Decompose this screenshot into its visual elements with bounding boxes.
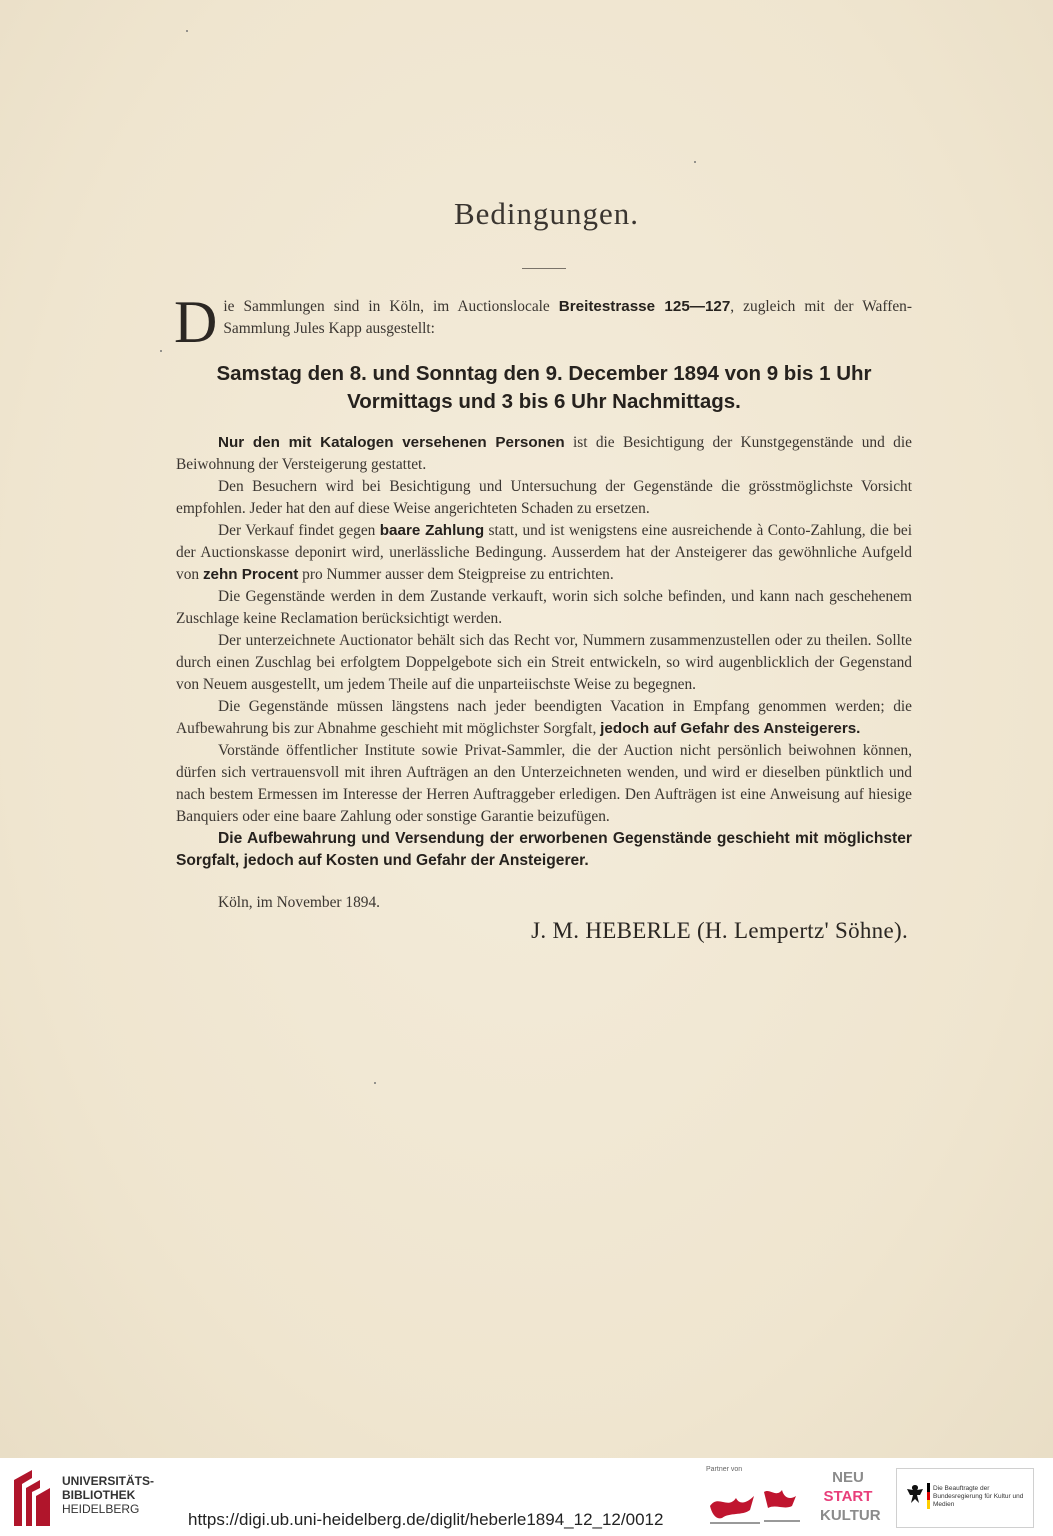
title-divider xyxy=(522,268,566,269)
federal-eagle-icon xyxy=(905,1483,925,1507)
payment-bold-percent: zehn Procent xyxy=(202,566,299,583)
intro-text-end: , zugleich mit der Waffen-Sammlung Jules Kapp ausgestellt: xyxy=(223,298,912,337)
paragraph-catalogue-bold: Nur den mit Katalogen versehenen Personen xyxy=(218,434,565,451)
payment-text-c: pro Nummer ausser dem Steigpreise zu entrichten. xyxy=(298,566,614,583)
paragraph-caution: Den Besuchern wird bei Besichtigung und Untersuchung der Gegenstände die grösstmöglichste Vorsicht empfohlen. Jeder hat den auf diese Weise angerichteten Schaden zu ersetzen. xyxy=(176,478,912,517)
drop-cap: D xyxy=(174,289,218,355)
permalink-url[interactable]: https://digi.ub.uni-heidelberg.de/diglit/heberle1894_12_12/0012 xyxy=(188,1510,664,1529)
library-name-line3: HEIDELBERG xyxy=(62,1502,140,1516)
paper-speck xyxy=(160,350,162,352)
library-name-line1: UNIVERSITÄTS- xyxy=(62,1474,155,1488)
paper-speck xyxy=(186,30,188,32)
payment-text-b: statt, und ist wenigstens eine ausreichende à Conto-Zahlung, die bei der Auctionskasse deponirt wird, unerlässliche Bedingung. Ausserdem hat der Ansteigerer das gewöhnliche Aufgeld von xyxy=(176,522,912,583)
paper-speck xyxy=(374,1082,376,1084)
paragraph-condition: Die Gegenstände werden in dem Zustande verkauft, worin sich solche befinden, und kann nach geschehenem Zuschlage keine Reclamation berücksichtigt werden. xyxy=(176,588,912,627)
paragraph-payment xyxy=(176,520,912,586)
neustart-line3: KULTUR xyxy=(820,1507,881,1524)
paragraph-commissions: Vorstände öffentlicher Institute sowie Privat-Sammler, die der Auction nicht persönlich beiwohnen können, dürfen sich vertrauensvoll mit ihren Aufträgen an den Unterzeichneten wenden, und wird er dieselben pünktlich und nach bestem Ermessen im Interesse der Herren Auftraggeber erledigen. Den Aufträgen ist eine Anweisung auf hiesige Banquiers oder eine baare Zahlung oder sonstige Garantie beizufügen. xyxy=(176,742,912,825)
neustart-kultur-logo[interactable] xyxy=(820,1468,881,1528)
university-library-name[interactable] xyxy=(62,1474,154,1516)
paper-speck xyxy=(694,161,696,163)
paragraph-auctioneer: Der unterzeichnete Auctionator behält sich das Recht vor, Nummern zusammenzustellen oder zu theilen. Sollte durch einen Zuschlag bei erfolgtem Doppelgebote sich ein Streit entwickeln, so wird augenblicklich der Gegenstand von Neuem ausgestellt, um jedem Theile auf die unparteiischste Weise zu begegnen. xyxy=(176,632,912,693)
payment-bold-cash: baare Zahlung xyxy=(379,522,485,539)
page-title: Bedingungen. xyxy=(453,196,640,231)
auctioneer-signature: J. M. HEBERLE (H. Lempertz' Söhne). xyxy=(531,918,908,943)
exhibition-dates-line1: Samstag den 8. und Sonntag den 9. December 1894 von 9 bis 1 Uhr xyxy=(216,362,872,385)
paragraph-catalogue xyxy=(176,432,912,476)
exhibition-dates-line2: Vormittags und 3 bis 6 Uhr Nachmittags. xyxy=(347,390,741,413)
deutsche-digitale-bibliothek-logo-icon[interactable] xyxy=(704,1476,808,1530)
viewer-footer xyxy=(0,1458,1053,1536)
payment-text-a: Der Verkauf findet gegen xyxy=(218,522,380,539)
exhibition-dates xyxy=(176,360,912,416)
neustart-line1: NEU xyxy=(832,1469,864,1486)
bkm-logo[interactable] xyxy=(896,1468,1034,1528)
partner-label: Partner von xyxy=(706,1466,743,1473)
intro-text: ie Sammlungen sind in Köln, im Auctionslocale xyxy=(223,298,559,315)
document-body xyxy=(174,289,912,943)
paragraph-catalogue-text: ist die Besichtigung der Kunstgegenstände und die Beiwohnung der Versteigerung gestattet. xyxy=(176,434,912,473)
university-library-logo-icon[interactable] xyxy=(10,1466,54,1528)
intro-paragraph xyxy=(174,289,912,355)
collection-text: Die Gegenstände müssen längstens nach jeder beendigten Vacation in Empfang genommen werden; die Aufbewahrung bis zur Abnahme geschieht mit möglichster Sorgfalt, xyxy=(176,698,912,737)
neustart-line2: START xyxy=(823,1488,873,1505)
bkm-text: Die Beauftragte der Bundesregierung für Kultur und Medien xyxy=(933,1485,1024,1508)
place-and-date: Köln, im November 1894. xyxy=(218,894,381,911)
paragraph-shipping: Die Aufbewahrung und Versendung der erworbenen Gegenstände geschieht mit möglichster Sorgfalt, jedoch auf Kosten und Gefahr der Ansteigerer. xyxy=(176,830,912,869)
collection-bold: jedoch auf Gefahr des Ansteigerers. xyxy=(600,720,861,737)
paragraph-collection xyxy=(176,696,912,740)
library-name-line2: BIBLIOTHEK xyxy=(62,1488,136,1502)
german-flag-icon xyxy=(927,1483,930,1509)
intro-address: Breitestrasse 125—127 xyxy=(558,298,731,315)
